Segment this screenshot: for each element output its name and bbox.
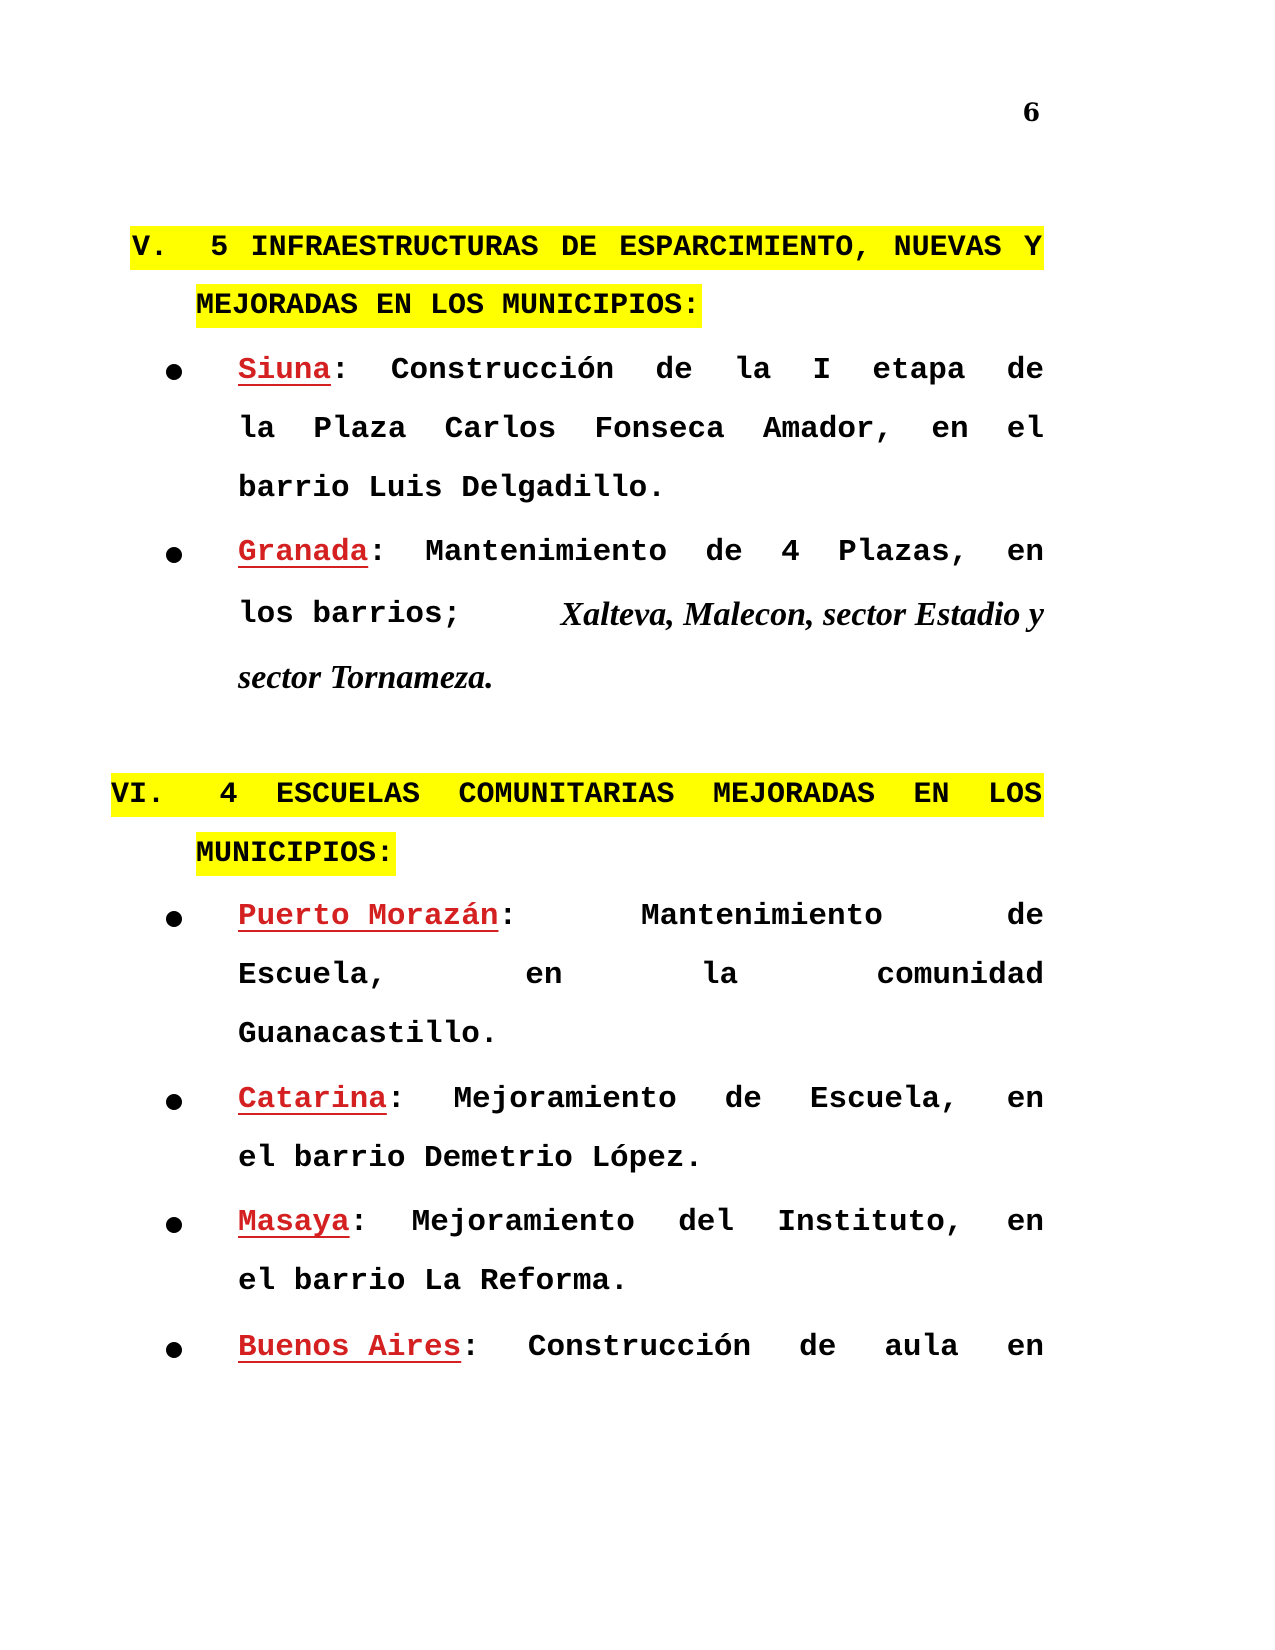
heading-word: ESPARCIMIENTO, [619,231,872,265]
bullet-icon [166,544,188,566]
body-word: en [931,412,969,447]
heading-word: 5 [210,231,229,265]
granada-line2 [238,592,1044,638]
body-word: Plazas, [838,535,969,570]
body-word: etapa [872,353,966,388]
puerto-morazan-line1: Puerto Morazán: Mantenimiento de [238,894,1044,940]
section-v-numeral: V. [132,231,169,265]
heading-word: LOS [987,778,1042,812]
body-word: Mejoramiento [411,1205,635,1240]
body-word: de [1006,353,1044,388]
granada-line2-italic: Xalteva, Malecon, sector Estadio y [560,596,1044,633]
heading-word: EN [913,778,950,812]
body-word: Amador, [762,412,894,447]
body-word: de [705,535,743,570]
body-word: el [1006,412,1044,447]
section-v-heading-line2: MEJORADAS EN LOS MUNICIPIOS: [196,284,702,328]
body-word: la [733,353,772,388]
heading-word: MEJORADAS [712,778,875,812]
body-word: Construcción [390,353,615,388]
catarina-line1: Catarina: Mejoramiento de Escuela, en [238,1077,1044,1123]
place-catarina: Catarina [238,1082,387,1117]
place-granada: Granada [238,535,369,570]
body-word: de [799,1330,837,1365]
body-word: comunidad [876,958,1044,993]
section-vi-heading-line1 [111,773,1044,817]
place-siuna: Siuna [238,353,332,388]
body-word: del [678,1205,735,1240]
place-masaya: Masaya [238,1205,350,1240]
puerto-morazan-line3: Guanacastillo. [238,1017,499,1052]
bullet-icon [166,1214,188,1236]
body-word: en [1006,1082,1044,1117]
section-vi-heading-line2: MUNICIPIOS: [196,832,396,876]
granada-line1: Granada: Mantenimiento de 4 Plazas, en [238,530,1044,576]
body-word: Construcción [527,1330,752,1365]
body-word: Instituto, [777,1205,964,1240]
body-word: 4 [781,535,800,570]
body-word: Mejoramiento [453,1082,677,1117]
body-word: en [1006,1330,1044,1365]
puerto-morazan-line2 [238,953,1044,999]
body-word: Mantenimiento [641,899,883,934]
siuna-line1: Siuna: Construcción de la I etapa de [238,348,1044,394]
body-word: de [724,1082,762,1117]
siuna-line2 [238,407,1044,453]
body-word: Plaza [313,412,407,447]
body-word: aula [884,1330,959,1365]
masaya-line1: Masaya: Mejoramiento del Instituto, en [238,1200,1044,1246]
section-v-heading-line1 [130,226,1044,270]
body-word: Mantenimiento [425,535,668,570]
granada-line3: sector Tornameza. [238,659,494,696]
body-word: Escuela, [809,1082,959,1117]
place-puerto-morazan: Puerto Morazán [238,899,499,934]
body-word: Carlos [444,412,557,447]
place-buenos-aires: Buenos Aires [238,1330,462,1365]
heading-word: ESCUELAS [275,778,420,812]
bullet-icon [166,361,188,383]
body-word: la [238,412,276,447]
body-word: en [1006,1205,1044,1240]
body-word: de [655,353,693,388]
body-word: de [1006,899,1044,934]
heading-word: COMUNITARIAS [458,778,675,812]
body-word: la [700,958,739,993]
body-word: en [525,958,563,993]
siuna-line3: barrio Luis Delgadillo. [238,471,666,506]
body-word: Fonseca [594,412,725,447]
heading-word: 4 [219,778,238,812]
bullet-icon [166,1339,188,1361]
buenos-aires-line1: Buenos Aires: Construcción de aula en [238,1325,1044,1371]
heading-word: DE [560,231,597,265]
heading-word: NUEVAS [893,231,1002,265]
bullet-icon [166,908,188,930]
section-vi-numeral: VI. [111,778,166,812]
page-number: 6 [1022,98,1040,127]
body-word: Escuela, [238,958,387,993]
masaya-line2: el barrio La Reforma. [238,1264,629,1299]
granada-line2-prefix: los barrios; [238,597,462,632]
bullet-icon [166,1091,188,1113]
catarina-line2: el barrio Demetrio López. [238,1141,704,1176]
body-word: en [1006,535,1044,570]
body-word: I [812,353,832,388]
heading-word: INFRAESTRUCTURAS [250,231,539,265]
heading-word: Y [1023,231,1042,265]
